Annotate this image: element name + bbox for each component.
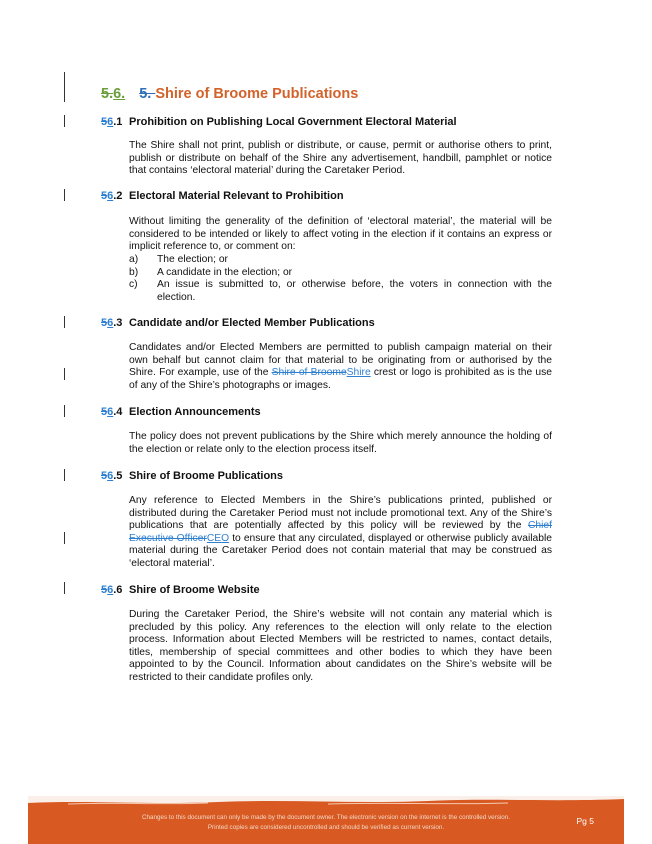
page-number: Pg 5 bbox=[576, 816, 594, 826]
change-bar bbox=[64, 115, 65, 127]
deleted-text: Chief Executive Officer bbox=[129, 520, 552, 544]
paragraph bbox=[129, 609, 552, 685]
change-bar bbox=[64, 469, 65, 481]
section-number: .5 bbox=[113, 470, 123, 482]
list-item-text: The election; or bbox=[157, 254, 228, 265]
section-heading bbox=[101, 116, 457, 128]
list-marker: a) bbox=[129, 254, 139, 265]
deleted-number: 5 bbox=[101, 116, 108, 128]
deleted-number: 5 bbox=[101, 470, 108, 482]
heading-title: Shire of Broome Publications bbox=[155, 86, 359, 102]
text-run: crest or logo is prohibited as is the use of any of the Shire’s photographs or images. bbox=[129, 367, 552, 391]
inserted-text: Shire bbox=[346, 367, 371, 379]
section-heading bbox=[101, 190, 344, 202]
list bbox=[129, 254, 552, 304]
section-title: Electoral Material Relevant to Prohibition bbox=[129, 190, 344, 202]
text-run: Candidates and/or Elected Members are permitted to publish campaign material on their own behalf but cannot claim for that material to be originating from or authorised by the Shire. For example, use of the bbox=[129, 342, 552, 379]
footer-line: Changes to this document can only be made by the document owner. The electronic version on the internet is the controlled version. bbox=[141, 814, 511, 821]
section-number: .2 bbox=[113, 190, 123, 202]
section-heading bbox=[101, 584, 260, 596]
change-bar bbox=[64, 316, 65, 328]
section-number: .4 bbox=[113, 406, 123, 418]
footer-line: Printed copies are considered uncontrolled and should be verified as current version. bbox=[207, 823, 445, 831]
paragraph-text: The Shire shall not print, publish or distribute, or cause, permit or authorise others to print, publish or distribute on behalf of the Shire any advertisement, handbill, pamphlet or notice that contains ‘electoral material’ during the Caretaker Period. bbox=[129, 140, 552, 177]
inserted-number: 6 bbox=[107, 317, 114, 329]
page-footer bbox=[28, 796, 624, 844]
inserted-number: 6. bbox=[113, 86, 126, 102]
list-item-text: A candidate in the election; or bbox=[157, 266, 293, 278]
paragraph-text: The policy does not prevent publications by the Shire which merely announce the holding of the election or relate only to the election process itself. bbox=[129, 431, 552, 455]
section-title: Election Announcements bbox=[129, 406, 261, 418]
paragraph-text bbox=[129, 342, 552, 392]
change-bar bbox=[64, 532, 65, 544]
change-bar bbox=[64, 72, 65, 102]
deleted-number: 5. bbox=[139, 86, 156, 102]
section-heading bbox=[101, 406, 261, 418]
deleted-number: 5 bbox=[101, 406, 108, 418]
section-title: Shire of Broome Publications bbox=[129, 470, 284, 482]
inserted-number: 6 bbox=[107, 584, 114, 596]
text-run: Any reference to Elected Members in the Shire’s publications printed, published or distributed during the Caretaker Period must not include promotional text. Any of the Shire’s publications that are potentially affected by this policy will be reviewed by the bbox=[129, 495, 552, 532]
list-marker: c) bbox=[129, 279, 138, 291]
deleted-number: 5 bbox=[101, 190, 108, 202]
deleted-text: Shire of Broome bbox=[271, 367, 347, 379]
paragraph bbox=[129, 431, 552, 456]
paragraph bbox=[129, 342, 552, 392]
paragraph bbox=[129, 216, 552, 254]
change-bar bbox=[64, 189, 65, 201]
section-heading bbox=[101, 317, 375, 329]
section-heading bbox=[101, 470, 283, 482]
paragraph bbox=[129, 495, 552, 571]
footer-brush-stripe bbox=[28, 796, 624, 806]
section-number: .6 bbox=[113, 584, 123, 596]
paragraph-text: During the Caretaker Period, the Shire’s website will not contain any material which is precluded by this policy. Any references to the election will only relate to the election process. Information about Elected Members will be restricted to names, contact details, titles, membership of special committees and other bodies to which they have been appointed to by the Council. Information about candidates on the Shire’s website will be restricted to their candidate profiles only. bbox=[129, 609, 552, 683]
list-item bbox=[129, 279, 552, 304]
section-title: Candidate and/or Elected Member Publications bbox=[129, 317, 375, 329]
page-title bbox=[101, 86, 358, 102]
list-item bbox=[129, 254, 552, 267]
inserted-number: 6 bbox=[107, 470, 114, 482]
deleted-number: 5 bbox=[101, 584, 108, 596]
inserted-text: CEO bbox=[206, 532, 230, 544]
section-number: .1 bbox=[113, 116, 123, 128]
section-title: Shire of Broome Website bbox=[129, 584, 260, 596]
inserted-number: 6 bbox=[107, 190, 114, 202]
section-title: Prohibition on Publishing Local Government Electoral Material bbox=[129, 116, 457, 128]
list-item-text: An issue is submitted to, or otherwise before, the voters in connection with the election. bbox=[157, 279, 552, 303]
section-number: .3 bbox=[113, 317, 123, 329]
text-run: to ensure that any circulated, displayed or otherwise publicly available material during the Caretaker Period does not contain material that may be construed as ‘electoral material’. bbox=[129, 532, 553, 569]
paragraph bbox=[129, 140, 552, 178]
deleted-number: 5. bbox=[101, 86, 114, 102]
paragraph-text: Without limiting the generality of the definition of ‘electoral material’, the material will be considered to be intended or likely to affect voting in the election if it contains an express or implicit reference to, or comment on: bbox=[129, 216, 552, 253]
change-bar bbox=[64, 582, 65, 594]
deleted-number: 5 bbox=[101, 317, 108, 329]
inserted-number: 6 bbox=[107, 406, 114, 418]
change-bar bbox=[64, 405, 65, 417]
footer-disclaimer bbox=[28, 813, 624, 832]
inserted-number: 6 bbox=[107, 116, 114, 128]
change-bar bbox=[64, 368, 65, 380]
list-item bbox=[129, 267, 552, 280]
list-marker: b) bbox=[129, 266, 139, 278]
paragraph-text bbox=[129, 495, 552, 571]
